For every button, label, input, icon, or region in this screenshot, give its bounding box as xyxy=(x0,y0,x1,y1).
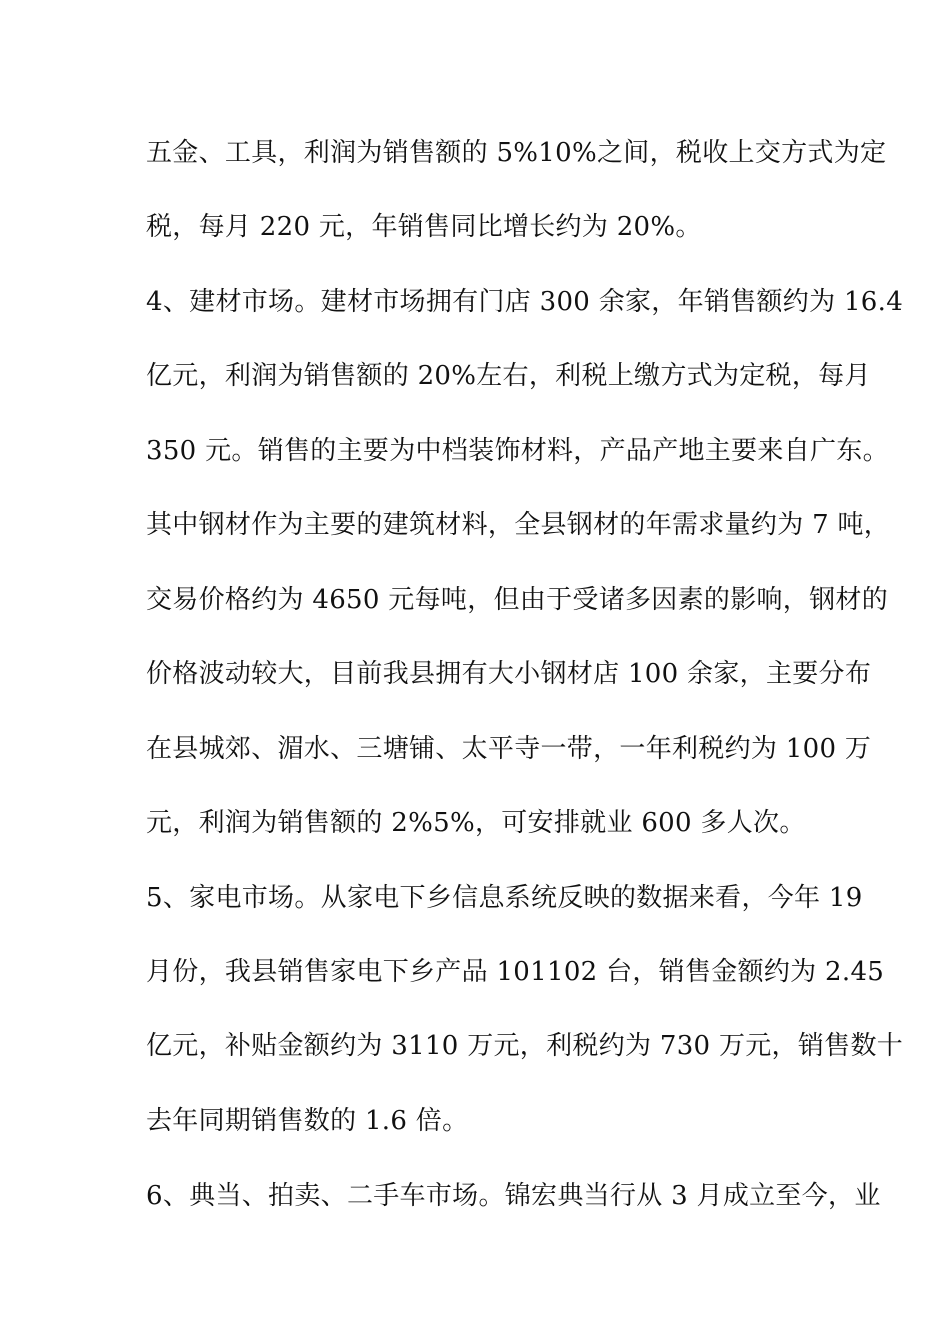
text-line: 亿元，利润为销售额的 20%左右，利税上缴方式为定税，每月 xyxy=(146,361,871,391)
text-line: 五金、工具，利润为销售额的 5%10%之间，税收上交方式为定 xyxy=(146,138,887,168)
text-line: 税，每月 220 元，年销售同比增长约为 20%。 xyxy=(146,212,702,242)
text-line: 5、家电市场。从家电下乡信息系统反映的数据来看，今年 19 xyxy=(146,883,863,913)
text-line: 4、建材市场。建材市场拥有门店 300 余家，年销售额约为 16.4 xyxy=(146,287,904,317)
text-line: 6、典当、拍卖、二手车市场。锦宏典当行从 3 月成立至今，业 xyxy=(146,1181,881,1211)
text-line: 其中钢材作为主要的建筑材料，全县钢材的年需求量约为 7 吨， xyxy=(146,510,891,540)
text-line: 去年同期销售数的 1.6 倍。 xyxy=(146,1106,469,1136)
text-line: 亿元，补贴金额约为 3110 万元，利税约为 730 万元，销售数十 xyxy=(146,1031,904,1061)
text-line: 在县城郊、湄水、三塘铺、太平寺一带，一年利税约为 100 万 xyxy=(146,734,872,764)
text-line: 月份，我县销售家电下乡产品 101102 台，销售金额约为 2.45 xyxy=(146,957,885,987)
text-line: 350 元。销售的主要为中档装饰材料，产品产地主要来自广东。 xyxy=(146,436,889,466)
text-line: 元，利润为销售额的 2%5%，可安排就业 600 多人次。 xyxy=(146,808,806,838)
text-line: 交易价格约为 4650 元每吨，但由于受诸多因素的影响，钢材的 xyxy=(146,585,888,615)
text-line: 价格波动较大，目前我县拥有大小钢材店 100 余家，主要分布 xyxy=(146,659,872,689)
